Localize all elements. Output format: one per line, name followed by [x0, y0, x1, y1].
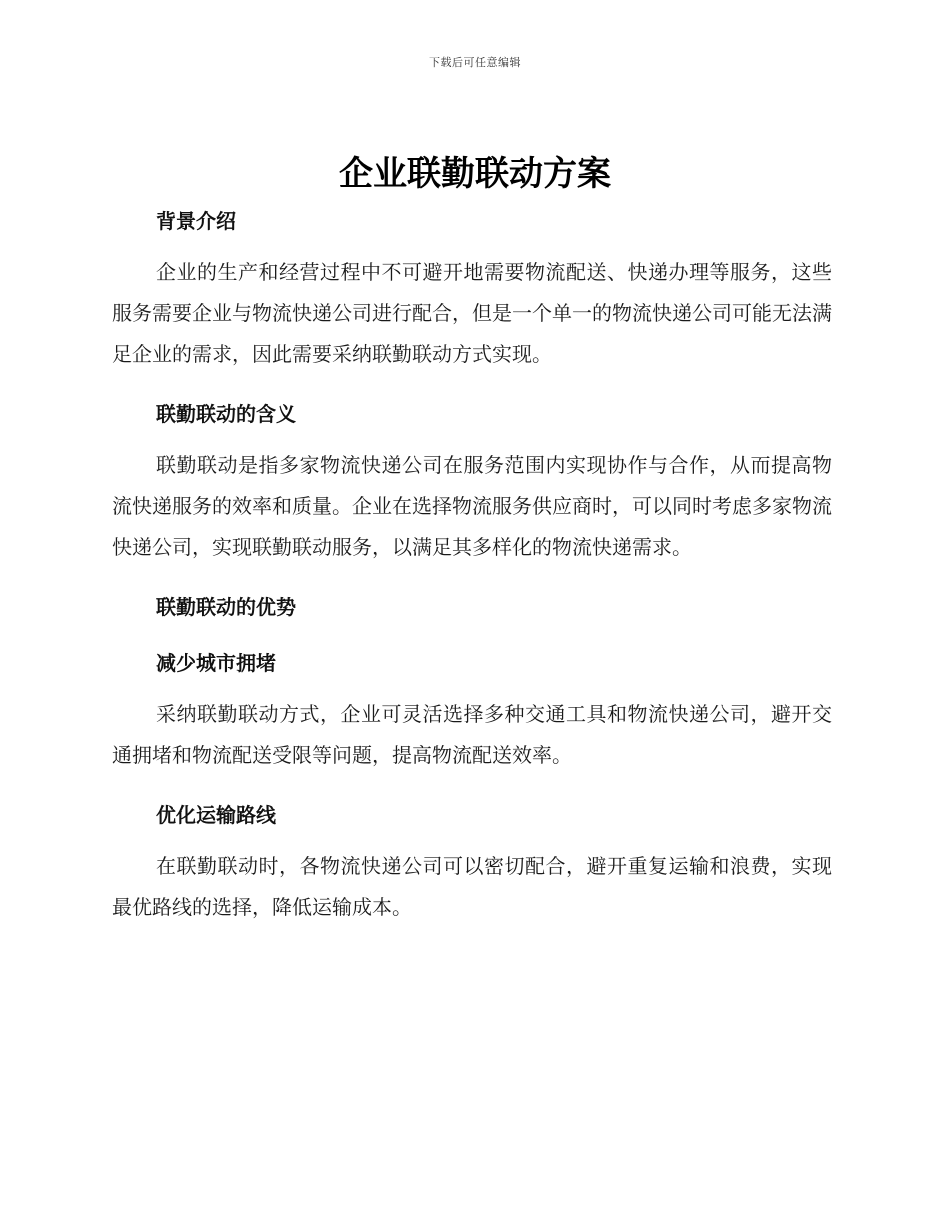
document-body	[112, 198, 832, 928]
section-heading-reduce-congestion: 减少城市拥堵	[156, 651, 276, 675]
section-heading-background: 背景介绍	[156, 209, 236, 233]
document-title: 企业联勤联动方案	[339, 154, 611, 194]
section-paragraph-background: 企业的生产和经营过程中不可避开地需要物流配送、快递办理等服务，这些服务需要企业与物流快递公司进行配合，但是一个单一的物流快递公司可能无法满足企业的需求，因此需要采纳联勤联动方式实现。	[112, 260, 832, 366]
section-paragraph-reduce-congestion: 采纳联勤联动方式，企业可灵活选择多种交通工具和物流快递公司，避开交通拥堵和物流配送受限等问题，提高物流配送效率。	[112, 702, 832, 767]
section-heading-advantages: 联勤联动的优势	[156, 595, 296, 619]
section-heading-definition: 联勤联动的含义	[156, 402, 296, 426]
section-paragraph-optimize-routes: 在联勤联动时，各物流快递公司可以密切配合，避开重复运输和浪费，实现最优路线的选择，降低运输成本。	[112, 854, 832, 919]
page-header-note: 下载后可任意编辑	[429, 56, 521, 69]
section-heading-optimize-routes: 优化运输路线	[156, 803, 276, 827]
section-paragraph-definition: 联勤联动是指多家物流快递公司在服务范围内实现协作与合作，从而提高物流快递服务的效率和质量。企业在选择物流服务供应商时，可以同时考虑多家物流快递公司，实现联勤联动服务，以满足其多样化的物流快递需求。	[112, 453, 832, 559]
